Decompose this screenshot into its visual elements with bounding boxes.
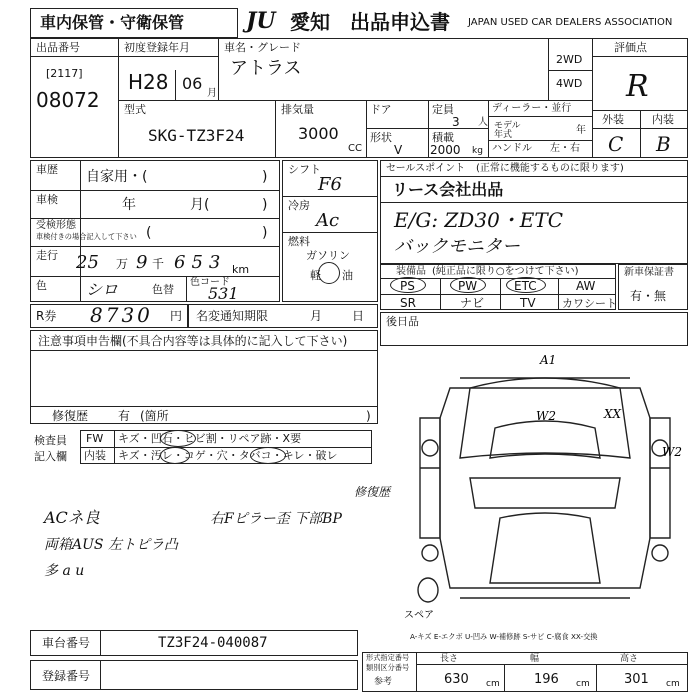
repair-open: (箇所: [140, 409, 169, 423]
inspector-label-2: 記入欄: [34, 450, 67, 463]
displacement-unit: CC: [348, 143, 362, 154]
height-unit: cm: [666, 679, 680, 689]
color-code-label: 色コード: [190, 277, 230, 288]
warranty-options: 有・無: [630, 289, 667, 303]
door-label: ドア: [370, 103, 392, 116]
displacement-label: 排気量: [281, 103, 314, 116]
warranty-label: 新車保証書: [624, 267, 674, 278]
equip-pw: PW: [458, 279, 478, 293]
inspector-exterior-items: キズ・凹石・ヒビ割・リペア跡・X要: [118, 432, 302, 445]
sales-point-line2: E/G: ZD30・ETC: [394, 208, 564, 232]
mark-xx: XX: [604, 407, 622, 421]
hand-stamp: 修復歴: [354, 485, 391, 499]
drive-2wd: 2WD: [556, 53, 583, 66]
length-unit: cm: [486, 679, 500, 689]
repair-close: ): [366, 409, 371, 423]
fuel-gasoline: ガソリン: [306, 249, 350, 262]
equipment-label: 装備品: [396, 266, 426, 277]
load-value: 2000: [430, 143, 461, 157]
sales-point-note: (正常に機能するものに限ります): [476, 163, 624, 174]
hand-line1: ACネ良: [44, 508, 100, 527]
logo-prefecture: 愛知: [290, 10, 330, 34]
cert-label: 形式指定番号: [366, 654, 410, 663]
ju-logo-mark: JU: [246, 8, 276, 34]
model-year-label: モデル年式: [494, 121, 521, 140]
height-label: 高さ: [620, 654, 639, 664]
form-title: 出品申込書: [350, 10, 450, 34]
rating-label: 評価点: [614, 41, 647, 54]
load-unit: kg: [472, 146, 483, 156]
accept-sub: 車検付きの場合記入して下さい: [36, 233, 137, 242]
interior-mark-circle-2: [250, 447, 286, 464]
inspection-year: 年: [122, 197, 136, 213]
shift-label: シフト: [288, 163, 321, 176]
inspection-label: 車検: [36, 193, 58, 206]
sales-point-label: セールスポイント: [386, 163, 466, 174]
chassis-value: TZ3F24-040087: [158, 635, 268, 651]
association-name: JAPAN USED CAR DEALERS ASSOCIATION: [468, 17, 673, 28]
repair-value: 有: [118, 409, 131, 423]
equip-sr: SR: [400, 296, 416, 310]
deadline-day: 日: [352, 309, 365, 323]
mark-a1: A1: [540, 353, 557, 367]
storage-label: 車内保管・守衛保管: [40, 13, 185, 32]
spare-label: スペア: [404, 610, 434, 621]
lot-sub: [2117]: [46, 67, 83, 80]
length-label: 長さ: [440, 654, 459, 664]
exterior-grade: C: [608, 132, 624, 156]
hand-line3: 両箱AUS 左トピラ凸: [44, 537, 178, 553]
first-reg-month-unit: 月: [207, 88, 217, 99]
inspector-label-1: 検査員: [34, 434, 67, 447]
car-name-label: 車名・グレード: [224, 41, 301, 54]
inspection-close: ): [262, 197, 268, 213]
fuel-diesel-circle: [318, 262, 340, 284]
inspector-fw: FW: [86, 432, 104, 445]
exterior-mark-circle: [160, 430, 196, 447]
drive-4wd: 4WD: [556, 77, 583, 90]
displacement-value: 3000: [298, 124, 339, 143]
cooler-value: Ac: [316, 210, 340, 231]
shift-value: F6: [318, 174, 342, 195]
lot-number: 08072: [36, 88, 100, 112]
mark-w2-roof: W2: [536, 409, 556, 423]
mileage-man: 25: [76, 252, 99, 273]
exterior-label: 外装: [602, 113, 624, 126]
height-value: 301: [624, 672, 649, 687]
accept-close: ): [262, 225, 268, 241]
model-label: 型式: [124, 103, 146, 116]
fuel-label: 燃料: [288, 235, 310, 248]
back-seat-label: 後日品: [386, 315, 419, 328]
equipment-note: (純正品に限り○をつけて下さい): [432, 266, 579, 277]
mileage-unit: km: [232, 263, 250, 276]
color-code-value: 531: [208, 284, 239, 303]
mileage-sen: 千: [152, 257, 165, 271]
recycle-label: R券: [36, 309, 57, 323]
accept-open: (: [146, 225, 152, 241]
shape-value: V: [394, 143, 403, 157]
class-label: 類別区分番号: [366, 664, 410, 673]
handle-label: ハンドル: [492, 143, 532, 154]
hand-line4: 多 a u: [44, 563, 85, 579]
inspector-interior: 内装: [84, 449, 106, 462]
rating-score: R: [626, 69, 649, 104]
hand-line2: 右Fピラー歪 下部BP: [210, 511, 342, 527]
deadline-label: 名変通知期限: [196, 309, 269, 323]
history-label: 車歴: [36, 163, 58, 176]
equip-aw: AW: [576, 279, 596, 293]
dealer-label: ディーラー・並行: [492, 103, 572, 114]
mileage-man-unit: 万: [116, 257, 129, 271]
equip-etc: ETC: [514, 279, 537, 293]
mileage-label: 走行: [36, 249, 58, 262]
repair-label: 修復歴: [52, 409, 89, 423]
equip-etc-circle: [506, 277, 546, 293]
history-value: 自家用・(: [86, 169, 148, 185]
inspector-interior-items: キズ・汚レ・コゲ・穴・タバコ・キレ・破レ: [118, 449, 338, 462]
mark-w2-side: W2: [662, 445, 682, 459]
equip-navi: ナビ: [460, 296, 485, 310]
registration-grid: [30, 160, 280, 302]
damage-legend: A-キズ E-エクボ U-凹み W-補修跡 S-サビ C-腐食 XX-交換: [410, 633, 598, 642]
interior-grade: B: [656, 132, 671, 156]
equip-tv: TV: [520, 296, 536, 310]
first-reg-year: H28: [128, 70, 169, 94]
color-value: シロ: [86, 280, 119, 299]
equip-ps: PS: [400, 279, 415, 293]
lot-label: 出品番号: [36, 41, 80, 54]
plate-label: 登録番号: [42, 669, 91, 683]
sales-point-line1: リース会社出品: [392, 180, 504, 199]
back-seat-box: [380, 312, 688, 346]
capacity-label: 定員: [432, 103, 454, 116]
deadline-month: 月: [310, 309, 323, 323]
equip-seat: カワシート: [562, 297, 617, 310]
equip-pw-circle: [450, 277, 486, 293]
notes-label: 注意事項申告欄(不具合内容等は具体的に記入して下さい): [38, 334, 348, 348]
width-label: 幅: [530, 654, 540, 664]
capacity-unit: 人: [478, 117, 488, 128]
car-name-value: アトラス: [230, 58, 302, 79]
color-label: 色: [36, 279, 47, 292]
recycle-unit: 円: [170, 309, 183, 323]
cooler-label: 冷房: [288, 199, 310, 212]
sales-point-line3: バックモニター: [394, 236, 520, 257]
equip-ps-circle: [390, 277, 426, 293]
interior-label: 内装: [652, 113, 674, 126]
shape-label: 形状: [370, 131, 392, 144]
interior-mark-circle: [160, 447, 190, 464]
history-close: ): [262, 169, 268, 185]
capacity-value: 3: [452, 115, 460, 129]
fuel-oil: 油: [342, 269, 353, 282]
first-reg-month: 06: [182, 74, 203, 93]
car-damage-diagram: [400, 348, 690, 628]
width-value: 196: [534, 672, 559, 687]
load-label: 積載: [432, 131, 454, 144]
model-value: SKG-TZ3F24: [148, 126, 245, 145]
model-year-unit: 年: [576, 125, 586, 136]
first-reg-label: 初度登録年月: [124, 41, 190, 54]
color-change-label: 色替: [152, 283, 174, 296]
recycle-value: 8730: [90, 303, 153, 327]
inspection-month: 月(: [190, 197, 210, 213]
chassis-label: 車台番号: [42, 636, 91, 650]
accept-label: 受検形態: [36, 220, 76, 231]
seat-label: 参考: [374, 677, 393, 687]
mileage-rest-b: 653: [174, 252, 227, 273]
fuel-light: 軽: [310, 269, 321, 282]
mileage-rest-a: 9: [136, 252, 148, 273]
width-unit: cm: [576, 679, 590, 689]
length-value: 630: [444, 672, 469, 687]
handle-options: 左・右: [550, 143, 580, 154]
